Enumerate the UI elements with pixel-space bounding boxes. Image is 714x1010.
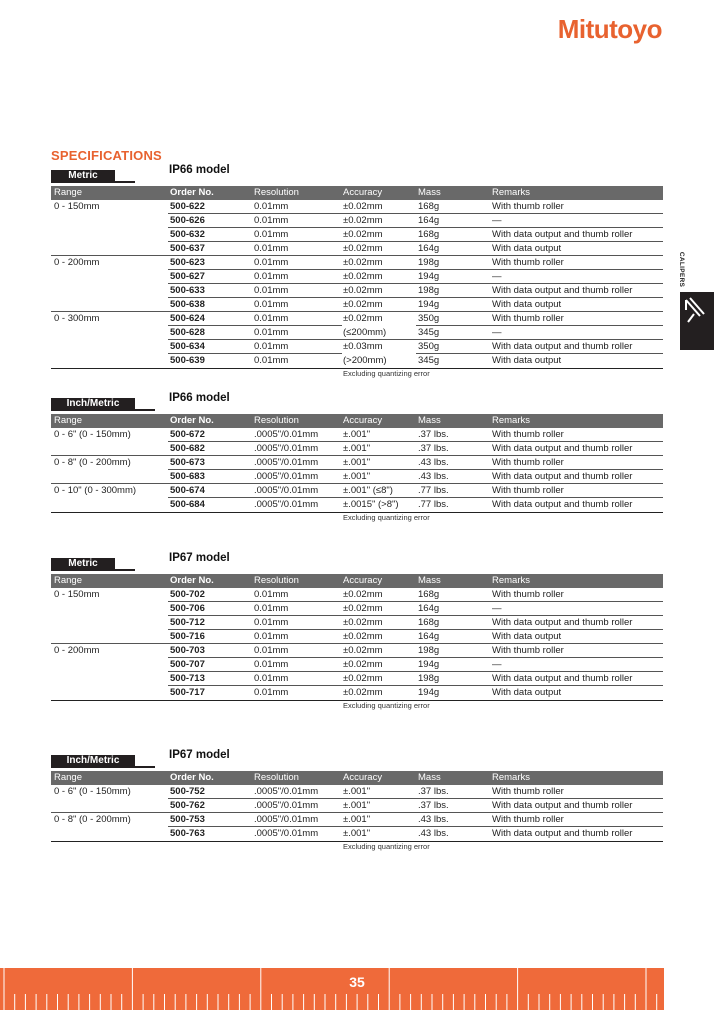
cell-accuracy: (>200mm) xyxy=(343,355,387,366)
cell-mass: .43 lbs. xyxy=(418,457,449,468)
cell-mass: 350g xyxy=(418,313,440,324)
cell-order: 500-674 xyxy=(170,485,205,496)
header-range: Range xyxy=(54,187,82,198)
table-row xyxy=(51,326,663,340)
cell-order: 500-626 xyxy=(170,215,205,226)
table-body xyxy=(51,200,663,368)
cell-remarks: With data output and thumb roller xyxy=(492,673,633,684)
table-header xyxy=(51,186,663,200)
cell-accuracy: ±0.02mm xyxy=(343,243,383,254)
cell-remarks: With data output and thumb roller xyxy=(492,229,633,240)
section-title: SPECIFICATIONS xyxy=(51,148,162,163)
cell-accuracy: ±0.03mm xyxy=(343,341,383,352)
cell-range: 0 - 150mm xyxy=(54,589,100,600)
cell-accuracy: ±0.02mm xyxy=(343,229,383,240)
cell-accuracy: ±.001" xyxy=(343,828,371,839)
table-note: Excluding quantizing error xyxy=(343,513,430,522)
cell-remarks: With data output xyxy=(492,243,562,254)
cell-resolution: 0.01mm xyxy=(254,285,289,296)
header-order: Order No. xyxy=(170,575,214,586)
cell-mass: 168g xyxy=(418,201,440,212)
table-row xyxy=(51,228,663,242)
table-body xyxy=(51,588,663,700)
header-resolution: Resolution xyxy=(254,772,299,783)
cell-mass: 198g xyxy=(418,673,440,684)
cell-mass: 164g xyxy=(418,215,440,226)
cell-resolution: 0.01mm xyxy=(254,257,289,268)
cell-accuracy: ±.0015" (>8") xyxy=(343,499,399,510)
header-remarks: Remarks xyxy=(492,772,531,783)
model-title: IP66 model xyxy=(169,164,230,176)
cell-remarks: — xyxy=(492,603,502,614)
cell-accuracy: ±0.02mm xyxy=(343,659,383,670)
cell-resolution: 0.01mm xyxy=(254,341,289,352)
calipers-tab xyxy=(680,292,714,350)
cell-remarks: With data output and thumb roller xyxy=(492,341,633,352)
cell-mass: 194g xyxy=(418,299,440,310)
cell-range: 0 - 300mm xyxy=(54,313,100,324)
cell-accuracy: ±.001" xyxy=(343,443,371,454)
caliper-icon xyxy=(680,292,714,350)
cell-remarks: With data output and thumb roller xyxy=(492,285,633,296)
cell-accuracy: ±0.02mm xyxy=(343,215,383,226)
unit-tag: Metric xyxy=(51,170,115,183)
cell-accuracy: ±0.02mm xyxy=(343,313,383,324)
header-accuracy: Accuracy xyxy=(343,415,383,426)
header-mass: Mass xyxy=(418,575,441,586)
cell-remarks: With data output xyxy=(492,299,562,310)
header-mass: Mass xyxy=(418,415,441,426)
cell-range: 0 - 6" (0 - 150mm) xyxy=(54,786,131,797)
table-row xyxy=(51,312,663,326)
cell-remarks: With thumb roller xyxy=(492,313,564,324)
cell-resolution: 0.01mm xyxy=(254,215,289,226)
page-number: 35 xyxy=(349,974,365,990)
cell-resolution: .0005"/0.01mm xyxy=(254,471,319,482)
cell-accuracy: ±0.02mm xyxy=(343,285,383,296)
cell-remarks: With data output and thumb roller xyxy=(492,828,633,839)
header-order: Order No. xyxy=(170,415,214,426)
cell-order: 500-637 xyxy=(170,243,205,254)
cell-remarks: With thumb roller xyxy=(492,814,564,825)
cell-order: 500-752 xyxy=(170,786,205,797)
model-title: IP67 model xyxy=(169,552,230,564)
cell-order: 500-682 xyxy=(170,443,205,454)
cell-accuracy: ±0.02mm xyxy=(343,673,383,684)
table-row xyxy=(51,200,663,214)
cell-mass: 168g xyxy=(418,617,440,628)
cell-order: 500-623 xyxy=(170,257,205,268)
cell-order: 500-702 xyxy=(170,589,205,600)
cell-resolution: 0.01mm xyxy=(254,687,289,698)
cell-resolution: 0.01mm xyxy=(254,243,289,254)
cell-accuracy: ±0.02mm xyxy=(343,271,383,282)
table-row xyxy=(51,498,663,512)
cell-resolution: 0.01mm xyxy=(254,271,289,282)
cell-order: 500-673 xyxy=(170,457,205,468)
cell-resolution: 0.01mm xyxy=(254,631,289,642)
cell-resolution: 0.01mm xyxy=(254,645,289,656)
cell-order: 500-624 xyxy=(170,313,205,324)
cell-resolution: .0005"/0.01mm xyxy=(254,786,319,797)
table-row xyxy=(51,813,663,827)
cell-accuracy: ±0.02mm xyxy=(343,257,383,268)
cell-accuracy: ±0.02mm xyxy=(343,617,383,628)
header-remarks: Remarks xyxy=(492,575,531,586)
header-accuracy: Accuracy xyxy=(343,772,383,783)
cell-remarks: — xyxy=(492,215,502,226)
cell-remarks: With thumb roller xyxy=(492,485,564,496)
cell-resolution: 0.01mm xyxy=(254,355,289,366)
cell-mass: 345g xyxy=(418,355,440,366)
header-accuracy: Accuracy xyxy=(343,575,383,586)
cell-accuracy: ±0.02mm xyxy=(343,299,383,310)
cell-remarks: With thumb roller xyxy=(492,589,564,600)
cell-accuracy: ±0.02mm xyxy=(343,589,383,600)
cell-order: 500-706 xyxy=(170,603,205,614)
header-mass: Mass xyxy=(418,772,441,783)
cell-order: 500-707 xyxy=(170,659,205,670)
table-row xyxy=(51,588,663,602)
table-row xyxy=(51,484,663,498)
cell-remarks: With data output and thumb roller xyxy=(492,800,633,811)
side-tab-label xyxy=(672,251,694,290)
header-range: Range xyxy=(54,772,82,783)
model-title: IP66 model xyxy=(169,392,230,404)
cell-mass: 198g xyxy=(418,257,440,268)
header-range: Range xyxy=(54,575,82,586)
cell-mass: 168g xyxy=(418,229,440,240)
tag-rule xyxy=(115,569,135,571)
header-order: Order No. xyxy=(170,772,214,783)
cell-resolution: 0.01mm xyxy=(254,229,289,240)
cell-mass: 194g xyxy=(418,687,440,698)
cell-accuracy: ±0.02mm xyxy=(343,603,383,614)
cell-resolution: 0.01mm xyxy=(254,327,289,338)
cell-remarks: With data output and thumb roller xyxy=(492,617,633,628)
cell-mass: .43 lbs. xyxy=(418,814,449,825)
tag-rule xyxy=(135,766,155,768)
cell-resolution: .0005"/0.01mm xyxy=(254,499,319,510)
cell-resolution: .0005"/0.01mm xyxy=(254,828,319,839)
cell-mass: 164g xyxy=(418,631,440,642)
table-row xyxy=(51,686,663,700)
cell-order: 500-622 xyxy=(170,201,205,212)
unit-tag: Metric xyxy=(51,558,115,571)
cell-mass: .43 lbs. xyxy=(418,828,449,839)
table-row xyxy=(51,298,663,312)
table-row xyxy=(51,616,663,630)
table-row xyxy=(51,799,663,813)
cell-order: 500-762 xyxy=(170,800,205,811)
cell-accuracy: (≤200mm) xyxy=(343,327,387,338)
side-tab-text: CALIPERS xyxy=(678,251,686,288)
cell-mass: .43 lbs. xyxy=(418,471,449,482)
table-row xyxy=(51,214,663,228)
cell-order: 500-672 xyxy=(170,429,205,440)
cell-remarks: — xyxy=(492,327,502,338)
cell-accuracy: ±0.02mm xyxy=(343,687,383,698)
cell-order: 500-763 xyxy=(170,828,205,839)
table-note: Excluding quantizing error xyxy=(343,369,430,378)
cell-resolution: .0005"/0.01mm xyxy=(254,457,319,468)
header-order: Order No. xyxy=(170,187,214,198)
cell-resolution: 0.01mm xyxy=(254,299,289,310)
header-range: Range xyxy=(54,415,82,426)
cell-accuracy: ±.001" xyxy=(343,786,371,797)
table-row xyxy=(51,644,663,658)
header-accuracy: Accuracy xyxy=(343,187,383,198)
cell-remarks: — xyxy=(492,659,502,670)
table-row xyxy=(51,270,663,284)
cell-mass: .37 lbs. xyxy=(418,800,449,811)
cell-accuracy: ±.001" xyxy=(343,814,371,825)
table-header xyxy=(51,414,663,428)
cell-mass: 194g xyxy=(418,271,440,282)
header-resolution: Resolution xyxy=(254,187,299,198)
cell-order: 500-712 xyxy=(170,617,205,628)
cell-mass: 164g xyxy=(418,243,440,254)
cell-remarks: With data output xyxy=(492,355,562,366)
table-note: Excluding quantizing error xyxy=(343,701,430,710)
cell-mass: 345g xyxy=(418,327,440,338)
cell-mass: .77 lbs. xyxy=(418,499,449,510)
header-remarks: Remarks xyxy=(492,187,531,198)
cell-mass: .37 lbs. xyxy=(418,443,449,454)
tag-rule xyxy=(115,181,135,183)
cell-mass: 164g xyxy=(418,603,440,614)
cell-resolution: 0.01mm xyxy=(254,313,289,324)
cell-resolution: .0005"/0.01mm xyxy=(254,429,319,440)
cell-order: 500-716 xyxy=(170,631,205,642)
cell-mass: 198g xyxy=(418,285,440,296)
cell-range: 0 - 150mm xyxy=(54,201,100,212)
cell-remarks: With thumb roller xyxy=(492,257,564,268)
cell-resolution: .0005"/0.01mm xyxy=(254,800,319,811)
table-note: Excluding quantizing error xyxy=(343,842,430,851)
cell-order: 500-633 xyxy=(170,285,205,296)
cell-resolution: 0.01mm xyxy=(254,589,289,600)
cell-remarks: With data output xyxy=(492,687,562,698)
cell-accuracy: ±0.02mm xyxy=(343,201,383,212)
cell-remarks: With data output and thumb roller xyxy=(492,471,633,482)
cell-remarks: With data output and thumb roller xyxy=(492,499,633,510)
table-row xyxy=(51,785,663,799)
tag-rule xyxy=(135,409,155,411)
cell-remarks: With thumb roller xyxy=(492,645,564,656)
cell-mass: .37 lbs. xyxy=(418,786,449,797)
table-header xyxy=(51,771,663,785)
cell-remarks: With thumb roller xyxy=(492,786,564,797)
table-row xyxy=(51,456,663,470)
cell-range: 0 - 8" (0 - 200mm) xyxy=(54,457,131,468)
cell-order: 500-639 xyxy=(170,355,205,366)
cell-accuracy: ±.001" (≤8") xyxy=(343,485,393,496)
cell-resolution: 0.01mm xyxy=(254,617,289,628)
cell-resolution: 0.01mm xyxy=(254,603,289,614)
cell-remarks: With thumb roller xyxy=(492,457,564,468)
cell-mass: 198g xyxy=(418,645,440,656)
table-row xyxy=(51,428,663,442)
table-row xyxy=(51,658,663,672)
cell-range: 0 - 10" (0 - 300mm) xyxy=(54,485,137,496)
cell-resolution: 0.01mm xyxy=(254,673,289,684)
cell-range: 0 - 8" (0 - 200mm) xyxy=(54,814,131,825)
model-title: IP67 model xyxy=(169,749,230,761)
cell-mass: 350g xyxy=(418,341,440,352)
cell-order: 500-683 xyxy=(170,471,205,482)
cell-order: 500-632 xyxy=(170,229,205,240)
cell-range: 0 - 6" (0 - 150mm) xyxy=(54,429,131,440)
cell-order: 500-703 xyxy=(170,645,205,656)
cell-accuracy: ±0.02mm xyxy=(343,631,383,642)
cell-order: 500-717 xyxy=(170,687,205,698)
cell-order: 500-627 xyxy=(170,271,205,282)
cell-order: 500-634 xyxy=(170,341,205,352)
cell-remarks: With data output xyxy=(492,631,562,642)
cell-order: 500-684 xyxy=(170,499,205,510)
cell-remarks: With thumb roller xyxy=(492,201,564,212)
cell-accuracy: ±0.02mm xyxy=(343,645,383,656)
header-remarks: Remarks xyxy=(492,415,531,426)
table-row xyxy=(51,354,663,368)
cell-mass: 194g xyxy=(418,659,440,670)
cell-accuracy: ±.001" xyxy=(343,800,371,811)
cell-resolution: 0.01mm xyxy=(254,201,289,212)
table-row xyxy=(51,827,663,841)
cell-mass: 168g xyxy=(418,589,440,600)
cell-mass: .37 lbs. xyxy=(418,429,449,440)
cell-resolution: 0.01mm xyxy=(254,659,289,670)
brand-logo: Mitutoyo xyxy=(557,14,662,44)
table-row xyxy=(51,442,663,456)
cell-remarks: — xyxy=(492,271,502,282)
cell-order: 500-638 xyxy=(170,299,205,310)
table-row xyxy=(51,630,663,644)
cell-accuracy: ±.001" xyxy=(343,457,371,468)
cell-order: 500-713 xyxy=(170,673,205,684)
unit-tag: Inch/Metric xyxy=(51,398,135,411)
table-row xyxy=(51,470,663,484)
table-row xyxy=(51,340,663,354)
cell-resolution: .0005"/0.01mm xyxy=(254,485,319,496)
unit-tag: Inch/Metric xyxy=(51,755,135,768)
cell-order: 500-753 xyxy=(170,814,205,825)
table-row xyxy=(51,256,663,270)
table-header xyxy=(51,574,663,588)
table-body xyxy=(51,785,663,841)
table-row xyxy=(51,672,663,686)
cell-order: 500-628 xyxy=(170,327,205,338)
cell-remarks: With data output and thumb roller xyxy=(492,443,633,454)
cell-range: 0 - 200mm xyxy=(54,645,100,656)
cell-resolution: .0005"/0.01mm xyxy=(254,443,319,454)
table-row xyxy=(51,242,663,256)
cell-mass: .77 lbs. xyxy=(418,485,449,496)
header-mass: Mass xyxy=(418,187,441,198)
table-body xyxy=(51,428,663,512)
header-resolution: Resolution xyxy=(254,575,299,586)
cell-accuracy: ±.001" xyxy=(343,471,371,482)
table-row xyxy=(51,602,663,616)
cell-accuracy: ±.001" xyxy=(343,429,371,440)
cell-resolution: .0005"/0.01mm xyxy=(254,814,319,825)
cell-range: 0 - 200mm xyxy=(54,257,100,268)
cell-remarks: With thumb roller xyxy=(492,429,564,440)
table-row xyxy=(51,284,663,298)
header-resolution: Resolution xyxy=(254,415,299,426)
